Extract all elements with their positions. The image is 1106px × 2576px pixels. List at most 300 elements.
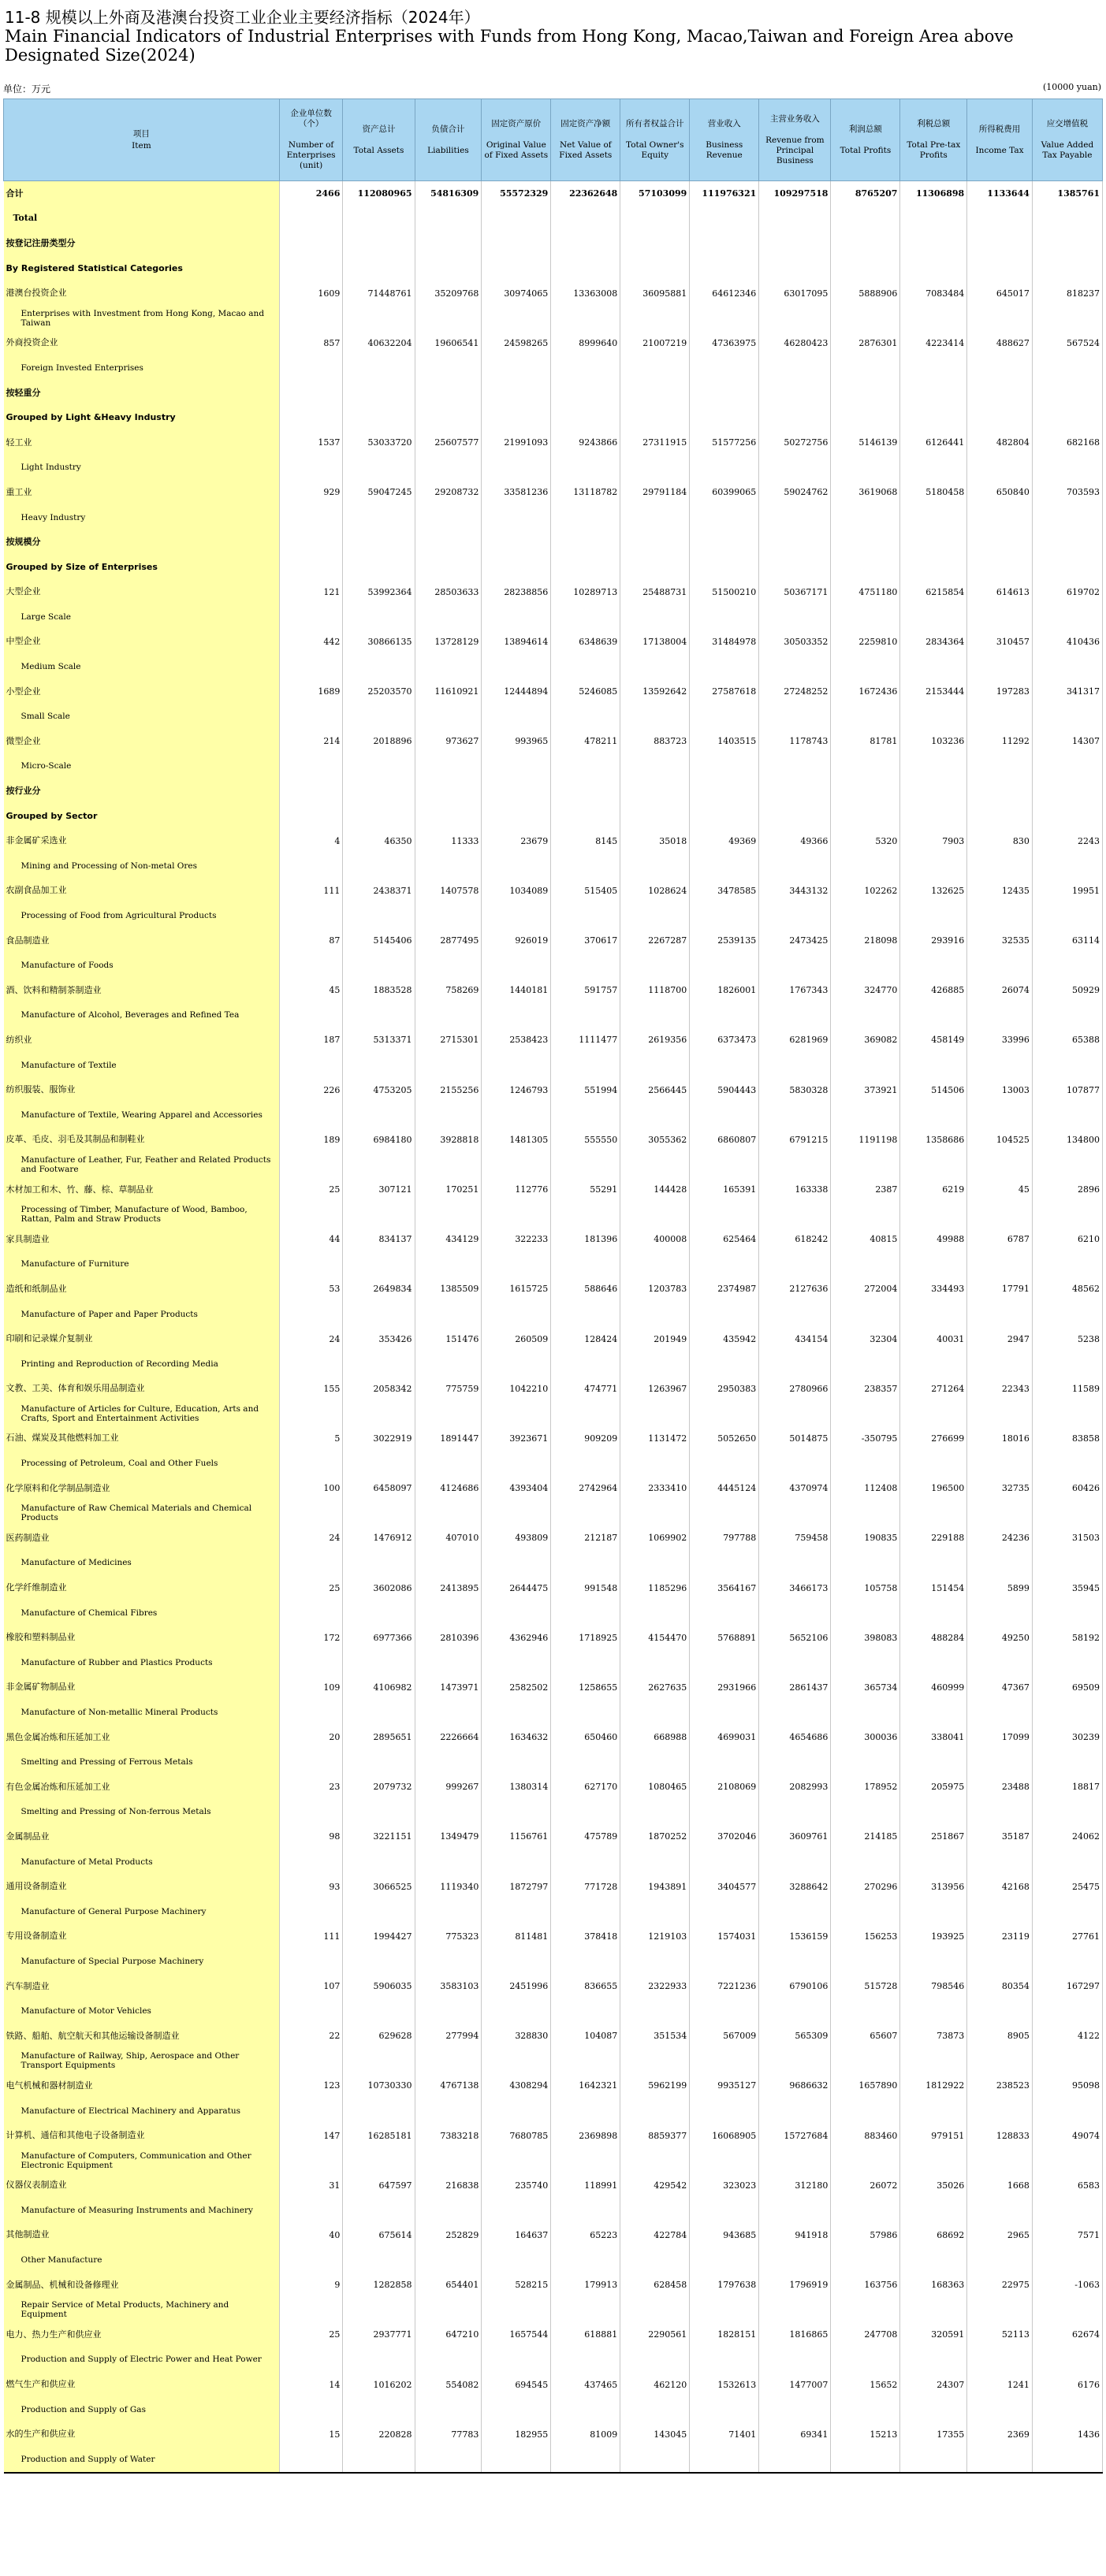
table-row <box>4 2024 1103 2049</box>
table-cell <box>759 1749 831 1775</box>
table-cell: 929 <box>279 480 343 505</box>
table-cell: 197283 <box>967 679 1033 704</box>
table-cell <box>415 1351 482 1377</box>
table-cell <box>831 2347 900 2373</box>
table-cell <box>620 530 690 555</box>
table-cell <box>690 704 759 729</box>
table-cell: 48562 <box>1032 1277 1102 1302</box>
table-cell: 310457 <box>967 630 1033 655</box>
table-row <box>4 953 1103 978</box>
table-cell: 45 <box>279 978 343 1003</box>
table-cell <box>343 1003 415 1028</box>
table-cell <box>620 2098 690 2124</box>
table-row <box>4 704 1103 729</box>
table-cell: 426885 <box>900 978 967 1003</box>
table-cell <box>967 2098 1033 2124</box>
table-cell <box>690 231 759 256</box>
table-cell: 5180458 <box>900 480 967 505</box>
table-cell: 5768891 <box>690 1625 759 1650</box>
table-cell <box>690 1401 759 1426</box>
page-title-en: Main Financial Indicators of Industrial Enterprises with Funds from Hong Kong, Macao,Taiwan and Foreign Area above Designated Size(2024) <box>5 27 1014 65</box>
table-cell <box>279 455 343 481</box>
table-cell <box>620 1401 690 1426</box>
table-cell <box>343 1749 415 1775</box>
table-cell: 4654686 <box>759 1725 831 1750</box>
table-cell: 65607 <box>831 2024 900 2049</box>
table-cell <box>482 306 551 331</box>
table-cell: 1536159 <box>759 1924 831 1950</box>
table-cell <box>482 804 551 829</box>
table-cell: 147 <box>279 2123 343 2148</box>
table-cell: 1118700 <box>620 978 690 1003</box>
table-cell: 172 <box>279 1625 343 1650</box>
row-label: 化学纤维制造业 <box>4 1575 280 1600</box>
table-cell <box>1032 555 1102 580</box>
table-cell: 17791 <box>967 1277 1033 1302</box>
table-cell <box>551 2098 620 2124</box>
table-cell: -1063 <box>1032 2273 1102 2298</box>
row-label: By Registered Statistical Categories <box>4 256 280 281</box>
table-cell: 3602086 <box>343 1575 415 1600</box>
table-cell: 214185 <box>831 1824 900 1849</box>
table-cell <box>620 903 690 928</box>
table-cell: 3022919 <box>343 1426 415 1452</box>
table-cell: 293916 <box>900 928 967 953</box>
table-cell: 151476 <box>415 1326 482 1351</box>
table-cell: 1385761 <box>1032 181 1102 206</box>
table-cell: 1634632 <box>482 1725 551 1750</box>
table-cell: 5906035 <box>343 1974 415 1999</box>
table-cell: 216838 <box>415 2173 482 2199</box>
table-row <box>4 654 1103 679</box>
table-cell <box>690 1252 759 1277</box>
column-header-cn: 项目 <box>132 128 150 139</box>
table-cell: 591757 <box>551 978 620 1003</box>
table-cell <box>343 1351 415 1377</box>
row-label: Manufacture of Furniture <box>4 1252 280 1277</box>
table-cell: 5238 <box>1032 1326 1102 1351</box>
table-cell <box>1032 256 1102 281</box>
table-cell <box>279 1551 343 1576</box>
table-cell <box>759 1102 831 1128</box>
table-cell <box>690 2148 759 2173</box>
table-cell: 29208732 <box>415 480 482 505</box>
table-cell: 32735 <box>967 1476 1033 1501</box>
table-cell: 5014875 <box>759 1426 831 1452</box>
table-cell: 1258655 <box>551 1675 620 1701</box>
table-row <box>4 381 1103 406</box>
table-cell <box>1032 1401 1102 1426</box>
table-cell: 4106982 <box>343 1675 415 1701</box>
column-header-cn: 主营业务收入 <box>769 113 820 124</box>
table-cell <box>831 1003 900 1028</box>
table-cell: 991548 <box>551 1575 620 1600</box>
table-cell: 1796919 <box>759 2273 831 2298</box>
table-row <box>4 978 1103 1003</box>
table-cell <box>482 704 551 729</box>
table-cell <box>551 953 620 978</box>
table-cell <box>967 654 1033 679</box>
table-cell: 2742964 <box>551 1476 620 1501</box>
indicator-table <box>3 99 1103 2474</box>
table-cell <box>831 1351 900 1377</box>
table-cell: 105758 <box>831 1575 900 1600</box>
table-cell <box>967 1003 1033 1028</box>
table-cell <box>415 953 482 978</box>
table-row <box>4 256 1103 281</box>
table-cell: 6860807 <box>690 1128 759 1153</box>
table-row <box>4 2123 1103 2148</box>
table-cell: 2322933 <box>620 1974 690 1999</box>
table-cell: 30503352 <box>759 630 831 655</box>
table-cell: 134800 <box>1032 1128 1102 1153</box>
table-cell: 31 <box>279 2173 343 2199</box>
table-cell <box>415 1551 482 1576</box>
table-cell: 49988 <box>900 1227 967 1252</box>
column-header-cn: 营业收入 <box>707 119 741 128</box>
table-cell: 6348639 <box>551 630 620 655</box>
table-cell <box>279 1700 343 1725</box>
table-cell: 54816309 <box>415 181 482 206</box>
table-cell <box>482 1252 551 1277</box>
table-cell <box>551 2447 620 2473</box>
table-cell: 51577256 <box>690 430 759 455</box>
table-cell: 8145 <box>551 828 620 853</box>
table-cell: 16068905 <box>690 2123 759 2148</box>
table-cell <box>1032 1551 1102 1576</box>
table-cell <box>759 1202 831 1227</box>
table-row <box>4 2173 1103 2199</box>
row-label: Processing of Food from Agricultural Products <box>4 903 280 928</box>
table-cell: 883723 <box>620 729 690 754</box>
table-cell <box>1032 1252 1102 1277</box>
table-cell <box>415 505 482 530</box>
table-cell: 112776 <box>482 1177 551 1203</box>
table-cell <box>343 1500 415 1526</box>
table-cell: 77783 <box>415 2422 482 2447</box>
table-cell <box>343 1849 415 1875</box>
table-cell: 2451996 <box>482 1974 551 1999</box>
table-cell <box>551 505 620 530</box>
table-cell <box>690 1351 759 1377</box>
row-label: 按规模分 <box>4 530 280 555</box>
table-cell <box>343 2247 415 2273</box>
table-cell: 25 <box>279 1177 343 1203</box>
table-cell <box>551 2247 620 2273</box>
table-cell <box>900 2297 967 2322</box>
row-label: 水的生产和供应业 <box>4 2422 280 2447</box>
table-cell <box>343 1998 415 2024</box>
table-cell <box>831 953 900 978</box>
row-label: 造纸和纸制品业 <box>4 1277 280 1302</box>
table-cell <box>415 1102 482 1128</box>
table-cell <box>967 256 1033 281</box>
table-cell <box>343 2397 415 2422</box>
table-cell <box>759 256 831 281</box>
table-cell: 23488 <box>967 1775 1033 1800</box>
table-cell: 29791184 <box>620 480 690 505</box>
table-cell: 5320 <box>831 828 900 853</box>
table-cell: 36095881 <box>620 281 690 306</box>
table-cell: 300036 <box>831 1725 900 1750</box>
table-cell <box>759 405 831 430</box>
table-cell <box>1032 1003 1102 1028</box>
table-cell <box>415 355 482 381</box>
table-cell <box>279 1302 343 1327</box>
table-cell <box>343 1899 415 1924</box>
table-cell <box>831 206 900 232</box>
table-cell: 40632204 <box>343 331 415 356</box>
table-cell <box>967 779 1033 804</box>
table-cell: 629628 <box>343 2024 415 2049</box>
unit-label-cn: 单位：万元 <box>3 84 51 95</box>
table-cell <box>415 1650 482 1675</box>
row-label: Manufacture of Measuring Instruments and Machinery <box>4 2198 280 2223</box>
table-cell <box>1032 1650 1102 1675</box>
table-cell <box>482 1749 551 1775</box>
table-cell <box>343 1053 415 1078</box>
table-cell <box>759 505 831 530</box>
table-row <box>4 2372 1103 2397</box>
table-cell: 1473971 <box>415 1675 482 1701</box>
table-cell: 187 <box>279 1028 343 1053</box>
table-cell <box>482 1849 551 1875</box>
table-cell: 7383218 <box>415 2123 482 2148</box>
table-cell: 25 <box>279 1575 343 1600</box>
table-cell <box>551 1700 620 1725</box>
table-cell <box>900 2447 967 2473</box>
table-cell <box>900 1899 967 1924</box>
row-label: Repair Service of Metal Products, Machinery and Equipment <box>4 2297 280 2322</box>
table-cell <box>279 1500 343 1526</box>
table-cell <box>279 1252 343 1277</box>
table-cell: 12435 <box>967 879 1033 904</box>
table-cell <box>831 654 900 679</box>
table-cell <box>551 1252 620 1277</box>
table-cell <box>900 654 967 679</box>
table-cell: 178952 <box>831 1775 900 1800</box>
table-cell <box>343 405 415 430</box>
table-cell <box>831 530 900 555</box>
row-label: 有色金属冶炼和压延加工业 <box>4 1775 280 1800</box>
table-cell: 44 <box>279 1227 343 1252</box>
table-cell <box>831 804 900 829</box>
table-cell: 14 <box>279 2372 343 2397</box>
table-cell <box>900 1600 967 1626</box>
table-cell <box>831 1202 900 1227</box>
table-cell: 50272756 <box>759 430 831 455</box>
table-cell: 5652106 <box>759 1625 831 1650</box>
table-cell <box>690 505 759 530</box>
column-header-cn: 固定资产原价 <box>491 119 542 128</box>
table-cell <box>551 1849 620 1875</box>
table-cell <box>900 804 967 829</box>
table-cell: 1156761 <box>482 1824 551 1849</box>
table-cell <box>900 1849 967 1875</box>
table-cell <box>415 1899 482 1924</box>
table-cell <box>831 1800 900 1825</box>
table-cell: 1689 <box>279 679 343 704</box>
table-cell <box>967 555 1033 580</box>
table-cell <box>759 1551 831 1576</box>
table-cell <box>482 654 551 679</box>
column-header-cn: 负债合计 <box>431 124 465 134</box>
row-label: 化学原料和化学制品制造业 <box>4 1476 280 1501</box>
table-cell <box>900 953 967 978</box>
table-cell <box>759 1849 831 1875</box>
row-label: Total <box>4 206 280 232</box>
table-cell <box>551 1500 620 1526</box>
table-cell: 645017 <box>967 281 1033 306</box>
row-label: Grouped by Sector <box>4 804 280 829</box>
table-cell <box>482 206 551 232</box>
table-cell <box>900 903 967 928</box>
table-cell <box>343 2049 415 2074</box>
table-cell <box>482 754 551 779</box>
table-cell <box>415 1749 482 1775</box>
table-cell: 24 <box>279 1326 343 1351</box>
table-cell <box>690 1749 759 1775</box>
table-cell <box>279 1600 343 1626</box>
table-row <box>4 1949 1103 1974</box>
table-cell: 13118782 <box>551 480 620 505</box>
table-cell: 32535 <box>967 928 1033 953</box>
table-cell <box>967 2297 1033 2322</box>
row-label: 木材加工和木、竹、藤、棕、草制品业 <box>4 1177 280 1203</box>
table-cell: 5888906 <box>831 281 900 306</box>
table-cell: 33996 <box>967 1028 1033 1053</box>
table-cell <box>900 1749 967 1775</box>
table-cell <box>482 903 551 928</box>
table-cell: 675614 <box>343 2223 415 2248</box>
table-cell: 759458 <box>759 1526 831 1551</box>
table-cell: 49074 <box>1032 2123 1102 2148</box>
table-cell <box>279 1849 343 1875</box>
table-cell: 378418 <box>551 1924 620 1950</box>
row-label: 通用设备制造业 <box>4 1874 280 1899</box>
table-cell: 24598265 <box>482 331 551 356</box>
table-cell <box>967 206 1033 232</box>
table-cell: 4154470 <box>620 1625 690 1650</box>
table-cell: 63017095 <box>759 281 831 306</box>
table-row <box>4 1028 1103 1053</box>
table-cell <box>551 704 620 729</box>
table-cell: 6219 <box>900 1177 967 1203</box>
table-cell <box>415 654 482 679</box>
table-cell <box>415 306 482 331</box>
table-cell: 775323 <box>415 1924 482 1950</box>
table-cell: 3055362 <box>620 1128 690 1153</box>
table-cell: 165391 <box>690 1177 759 1203</box>
table-cell <box>482 2447 551 2473</box>
table-cell: 488284 <box>900 1625 967 1650</box>
table-cell: 2876301 <box>831 331 900 356</box>
table-cell <box>967 455 1033 481</box>
table-cell <box>482 1202 551 1227</box>
table-cell: 1131472 <box>620 1426 690 1452</box>
row-label: 非金属矿物制品业 <box>4 1675 280 1701</box>
table-cell <box>415 1700 482 1725</box>
row-label: 金属制品业 <box>4 1824 280 1849</box>
table-cell: 619702 <box>1032 580 1102 605</box>
table-cell: 2127636 <box>759 1277 831 1302</box>
row-label: 计算机、通信和其他电子设备制造业 <box>4 2123 280 2148</box>
table-cell <box>279 1053 343 1078</box>
table-cell: 59024762 <box>759 480 831 505</box>
table-cell <box>967 405 1033 430</box>
table-cell <box>415 779 482 804</box>
table-row <box>4 729 1103 754</box>
table-cell <box>551 1053 620 1078</box>
table-cell: 4699031 <box>690 1725 759 1750</box>
table-cell: 81781 <box>831 729 900 754</box>
table-cell <box>279 2198 343 2223</box>
table-cell <box>759 1600 831 1626</box>
table-cell <box>900 1700 967 1725</box>
table-cell: 4122 <box>1032 2024 1102 2049</box>
table-cell <box>279 704 343 729</box>
table-cell: 5830328 <box>759 1077 831 1102</box>
table-cell: 2780966 <box>759 1377 831 1402</box>
table-cell: 35209768 <box>415 281 482 306</box>
table-cell <box>690 1899 759 1924</box>
table-cell <box>620 405 690 430</box>
table-cell <box>759 530 831 555</box>
table-cell <box>690 1152 759 1177</box>
table-cell <box>1032 1800 1102 1825</box>
table-row <box>4 1600 1103 1626</box>
table-row <box>4 1426 1103 1452</box>
table-cell <box>482 1600 551 1626</box>
table-cell: 1872797 <box>482 1874 551 1899</box>
table-cell: 1668 <box>967 2173 1033 2199</box>
table-cell: 11610921 <box>415 679 482 704</box>
row-label: Processing of Petroleum, Coal and Other Fuels <box>4 1451 280 1476</box>
table-cell: 31503 <box>1032 1526 1102 1551</box>
row-label: Manufacture of Paper and Paper Products <box>4 1302 280 1327</box>
table-cell: 627170 <box>551 1775 620 1800</box>
table-cell <box>759 1053 831 1078</box>
table-cell <box>900 704 967 729</box>
table-cell: 614613 <box>967 580 1033 605</box>
table-cell <box>551 405 620 430</box>
table-cell: 1826001 <box>690 978 759 1003</box>
table-cell: 17355 <box>900 2422 967 2447</box>
table-cell <box>551 1899 620 1924</box>
table-cell <box>620 2198 690 2223</box>
table-cell: 1994427 <box>343 1924 415 1950</box>
table-cell <box>900 853 967 879</box>
table-cell <box>831 2049 900 2074</box>
table-row <box>4 455 1103 481</box>
table-row <box>4 679 1103 704</box>
table-row <box>4 2223 1103 2248</box>
table-cell <box>279 2049 343 2074</box>
table-cell: 40 <box>279 2223 343 2248</box>
table-cell: 2473425 <box>759 928 831 953</box>
table-cell: 46280423 <box>759 331 831 356</box>
column-header <box>482 99 551 181</box>
table-cell <box>620 804 690 829</box>
table-cell <box>967 381 1033 406</box>
table-cell <box>551 2049 620 2074</box>
table-cell: 47363975 <box>690 331 759 356</box>
table-cell: 909209 <box>551 1426 620 1452</box>
table-cell: 2290561 <box>620 2322 690 2347</box>
table-cell <box>482 1551 551 1576</box>
table-cell: 941918 <box>759 2223 831 2248</box>
table-cell <box>1032 1998 1102 2024</box>
